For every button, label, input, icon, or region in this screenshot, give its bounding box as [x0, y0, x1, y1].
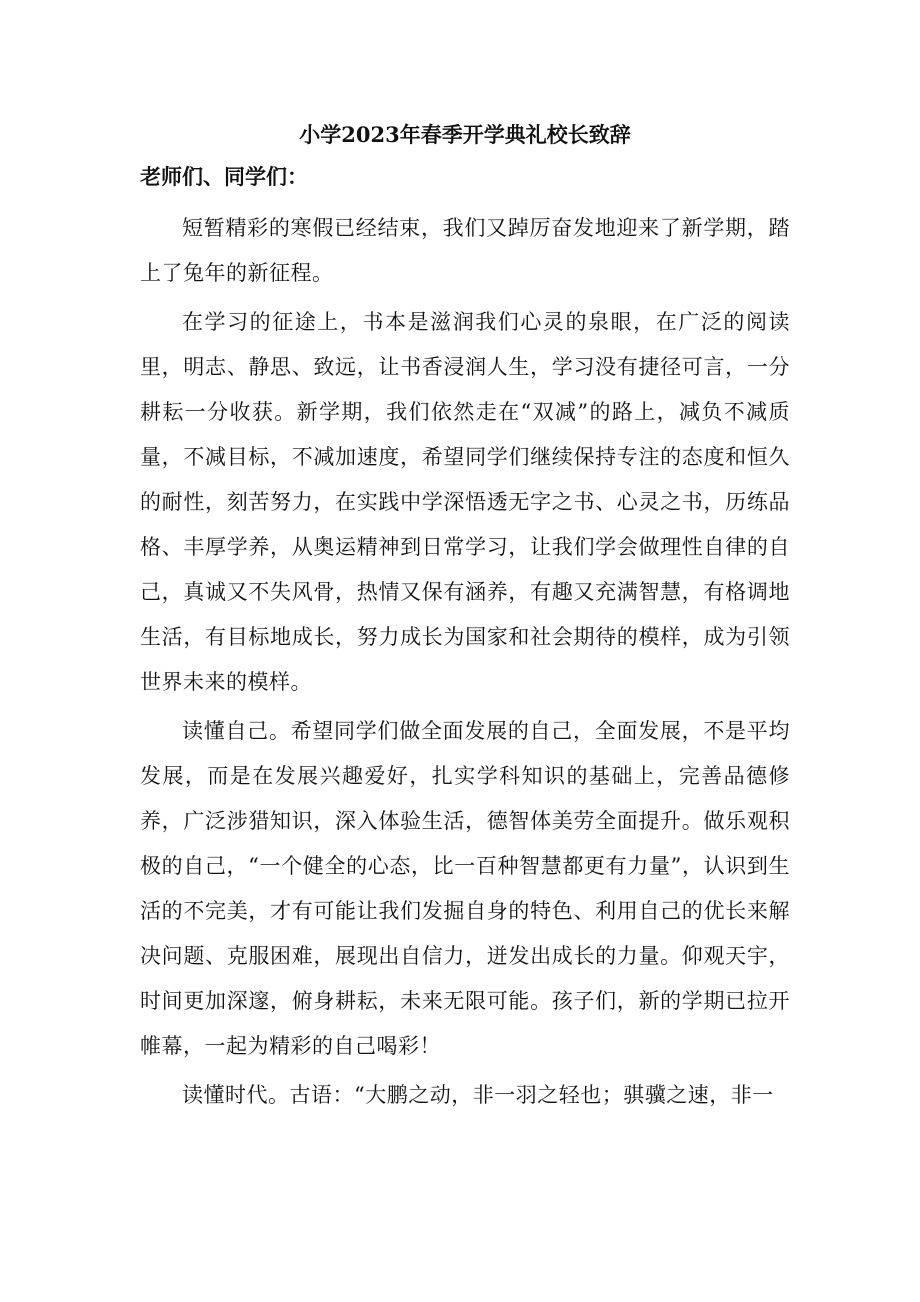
paragraph-2: 在学习的征途上，书本是滋润我们心灵的泉眼，在广泛的阅读里，明志、静思、致远，让书香浸润人生，学习没有捷径可言，一分耕耘一分收获。新学期，我们依然走在“双减”的路上，减负不减质量，不减目标，不减加速度，希望同学们继续保持专注的态度和恒久的耐性，刻苦努力，在实践中学深悟透无字之书、心灵之书，历练品格、丰厚学养，从奥运精神到日常学习，让我们学会做理性自律的自己，真诚又不失风骨，热情又保有涵养，有趣又充满智慧，有格调地生活，有目标地成长，努力成长为国家和社会期待的模样，成为引领世界未来的模样。 — [140, 310, 790, 694]
paragraph-4: 读懂时代。古语：“大鹏之动，非一羽之轻也；骐骥之速，非一 — [182, 1083, 774, 1107]
document-page — [140, 118, 790, 1122]
salutation: 老师们、同学们： — [140, 164, 308, 189]
document-title: 小学2023年春季开学典礼校长致辞 — [299, 122, 631, 147]
paragraph-1: 短暂精彩的寒假已经结束，我们又踔厉奋发地迎来了新学期，踏上了兔年的新征程。 — [140, 216, 790, 285]
paragraph-3: 读懂自己。希望同学们做全面发展的自己，全面发展，不是平均发展，而是在发展兴趣爱好，扎实学科知识的基础上，完善品德修养，广泛涉猎知识，深入体验生活，德智体美劳全面提升。做乐观积极的自己，“一个健全的心态，比一百种智慧都更有力量”，认识到生活的不完美，才有可能让我们发掘自身的特色、利用自己的优长来解决问题、克服困难，展现出自信力，迸发出成长的力量。仰观天宇，时间更加深邃，俯身耕耘，未来无限可能。孩子们，新的学期已拉开帷幕，一起为精彩的自己喝彩！ — [140, 719, 790, 1058]
